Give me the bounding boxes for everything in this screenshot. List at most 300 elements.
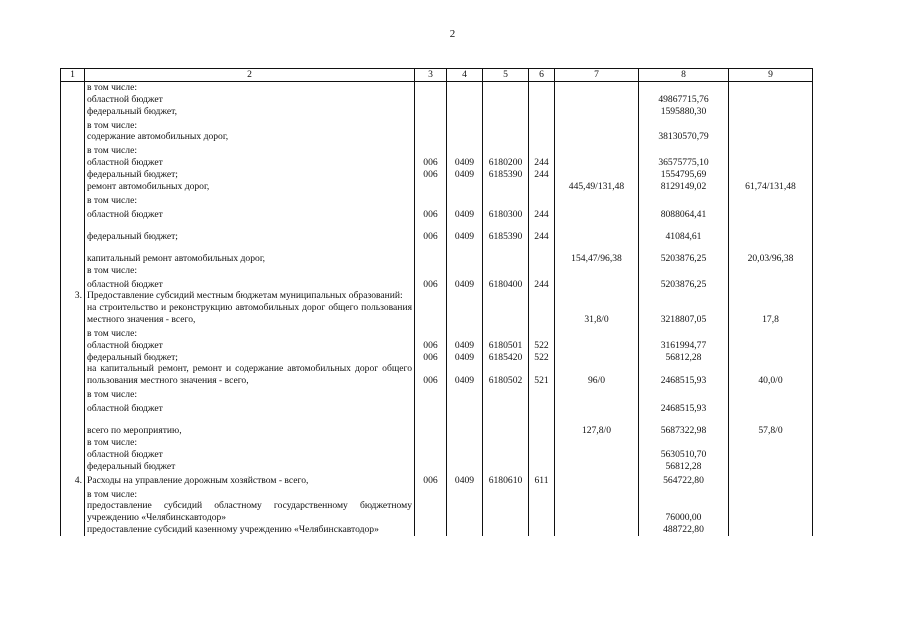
indicator-value: 154,47/96,38 <box>555 243 639 265</box>
indicator-value <box>555 326 639 340</box>
indicator-value-2 <box>729 461 813 473</box>
section-code <box>447 524 483 536</box>
ministry-code <box>415 82 447 94</box>
item-description: федеральный бюджет <box>85 461 415 473</box>
expense-type-code <box>529 82 555 94</box>
table-row <box>61 472 813 486</box>
indicator-value-2 <box>729 276 813 290</box>
amount-value: 1554795,69 <box>639 169 729 181</box>
expense-type-code <box>529 290 555 302</box>
row-number <box>61 94 85 106</box>
item-description: федеральный бюджет; <box>85 221 415 243</box>
row-number <box>61 157 85 169</box>
row-number: 3. <box>61 290 85 302</box>
section-code <box>447 265 483 277</box>
amount-value: 76000,00 <box>639 500 729 524</box>
table-row <box>61 340 813 352</box>
amount-value: 41084,61 <box>639 221 729 243</box>
expense-type-code <box>529 131 555 143</box>
amount-value: 5630510,70 <box>639 449 729 461</box>
target-article-code: 6185420 <box>483 352 529 364</box>
indicator-value-2 <box>729 387 813 401</box>
indicator-value <box>555 157 639 169</box>
column-header: 3 <box>415 69 447 82</box>
section-code <box>447 500 483 524</box>
amount-value <box>639 290 729 302</box>
indicator-value <box>555 276 639 290</box>
section-code: 0409 <box>447 157 483 169</box>
row-number <box>61 243 85 265</box>
amount-value: 3161994,77 <box>639 340 729 352</box>
indicator-value <box>555 82 639 94</box>
item-description: в том числе: <box>85 387 415 401</box>
item-description: в том числе: <box>85 326 415 340</box>
row-number <box>61 486 85 500</box>
expense-type-code <box>529 461 555 473</box>
row-number <box>61 415 85 437</box>
expense-type-code: 244 <box>529 207 555 221</box>
row-number <box>61 363 85 387</box>
expense-type-code <box>529 486 555 500</box>
item-description: капитальный ремонт автомобильных дорог, <box>85 243 415 265</box>
target-article-code <box>483 82 529 94</box>
table-row <box>61 302 813 326</box>
expense-type-code <box>529 326 555 340</box>
row-number: 4. <box>61 472 85 486</box>
ministry-code <box>415 243 447 265</box>
item-description: Предоставление субсидий местным бюджетам муниципальных образований: <box>85 290 415 302</box>
indicator-value <box>555 221 639 243</box>
table-row <box>61 117 813 131</box>
target-article-code <box>483 449 529 461</box>
row-number <box>61 461 85 473</box>
item-description: федеральный бюджет, <box>85 106 415 118</box>
amount-value <box>639 143 729 157</box>
section-code <box>447 302 483 326</box>
section-code <box>447 94 483 106</box>
page-number: 2 <box>449 28 456 40</box>
table-row <box>61 486 813 500</box>
indicator-value-2: 61,74/131,48 <box>729 181 813 193</box>
section-code: 0409 <box>447 221 483 243</box>
target-article-code <box>483 117 529 131</box>
ministry-code <box>415 387 447 401</box>
row-number <box>61 276 85 290</box>
ministry-code: 006 <box>415 352 447 364</box>
target-article-code: 6180300 <box>483 207 529 221</box>
column-header: 7 <box>555 69 639 82</box>
expense-type-code: 244 <box>529 221 555 243</box>
item-description: в том числе: <box>85 193 415 207</box>
section-code: 0409 <box>447 169 483 181</box>
item-description: в том числе: <box>85 143 415 157</box>
ministry-code <box>415 117 447 131</box>
row-number <box>61 193 85 207</box>
table-row <box>61 524 813 536</box>
ministry-code <box>415 500 447 524</box>
ministry-code <box>415 401 447 415</box>
target-article-code <box>483 94 529 106</box>
item-description: областной бюджет <box>85 340 415 352</box>
column-header: 9 <box>729 69 813 82</box>
indicator-value-2 <box>729 472 813 486</box>
indicator-value-2 <box>729 221 813 243</box>
item-description: областной бюджет <box>85 449 415 461</box>
table-row <box>61 181 813 193</box>
ministry-code: 006 <box>415 207 447 221</box>
indicator-value <box>555 449 639 461</box>
indicator-value <box>555 437 639 449</box>
section-code <box>447 106 483 118</box>
row-number <box>61 169 85 181</box>
section-code: 0409 <box>447 472 483 486</box>
amount-value: 56812,28 <box>639 461 729 473</box>
target-article-code <box>483 131 529 143</box>
column-header: 8 <box>639 69 729 82</box>
target-article-code <box>483 461 529 473</box>
amount-value: 5687322,98 <box>639 415 729 437</box>
row-number <box>61 326 85 340</box>
target-article-code <box>483 415 529 437</box>
indicator-value <box>555 117 639 131</box>
target-article-code <box>483 302 529 326</box>
indicator-value-2: 17,8 <box>729 302 813 326</box>
row-number <box>61 524 85 536</box>
item-description: на капитальный ремонт, ремонт и содержание автомобильных дорог общего пользования местного значения - всего, <box>85 363 415 387</box>
ministry-code: 006 <box>415 340 447 352</box>
indicator-value-2 <box>729 486 813 500</box>
row-number <box>61 437 85 449</box>
expense-type-code: 522 <box>529 340 555 352</box>
target-article-code <box>483 181 529 193</box>
amount-value: 1595880,30 <box>639 106 729 118</box>
table-row <box>61 94 813 106</box>
indicator-value-2: 20,03/96,38 <box>729 243 813 265</box>
indicator-value-2 <box>729 524 813 536</box>
column-header: 1 <box>61 69 85 82</box>
row-number <box>61 352 85 364</box>
section-code <box>447 461 483 473</box>
row-number <box>61 340 85 352</box>
expense-type-code <box>529 524 555 536</box>
table-row <box>61 207 813 221</box>
section-code <box>447 181 483 193</box>
indicator-value <box>555 106 639 118</box>
indicator-value-2 <box>729 143 813 157</box>
expense-type-code: 244 <box>529 276 555 290</box>
ministry-code <box>415 290 447 302</box>
indicator-value <box>555 461 639 473</box>
section-code <box>447 401 483 415</box>
item-description: в том числе: <box>85 437 415 449</box>
expense-type-code <box>529 415 555 437</box>
table-row <box>61 276 813 290</box>
section-code: 0409 <box>447 207 483 221</box>
amount-value <box>639 437 729 449</box>
section-code <box>447 437 483 449</box>
section-code: 0409 <box>447 352 483 364</box>
section-code: 0409 <box>447 276 483 290</box>
ministry-code: 006 <box>415 157 447 169</box>
indicator-value-2 <box>729 131 813 143</box>
item-description: федеральный бюджет; <box>85 169 415 181</box>
expense-type-code <box>529 500 555 524</box>
table-body <box>61 82 813 536</box>
target-article-code <box>483 486 529 500</box>
amount-value <box>639 387 729 401</box>
ministry-code <box>415 524 447 536</box>
target-article-code: 6180400 <box>483 276 529 290</box>
row-number <box>61 449 85 461</box>
row-number <box>61 82 85 94</box>
table-row <box>61 82 813 94</box>
row-number <box>61 387 85 401</box>
amount-value <box>639 265 729 277</box>
expense-type-code <box>529 143 555 157</box>
item-description: областной бюджет <box>85 157 415 169</box>
item-description: в том числе: <box>85 82 415 94</box>
table-row <box>61 437 813 449</box>
expense-type-code <box>529 94 555 106</box>
indicator-value <box>555 143 639 157</box>
section-code <box>447 82 483 94</box>
ministry-code: 006 <box>415 169 447 181</box>
row-number <box>61 500 85 524</box>
budget-table <box>60 68 813 536</box>
table-row <box>61 169 813 181</box>
indicator-value <box>555 472 639 486</box>
indicator-value: 96/0 <box>555 363 639 387</box>
section-code: 0409 <box>447 363 483 387</box>
item-description: на строительство и реконструкцию автомобильных дорог общего пользования местного значения - всего, <box>85 302 415 326</box>
expense-type-code: 522 <box>529 352 555 364</box>
section-code <box>447 387 483 401</box>
table-row <box>61 352 813 364</box>
column-header: 6 <box>529 69 555 82</box>
table-row <box>61 326 813 340</box>
amount-value: 564722,80 <box>639 472 729 486</box>
section-code <box>447 143 483 157</box>
target-article-code <box>483 524 529 536</box>
indicator-value-2 <box>729 340 813 352</box>
table-row <box>61 449 813 461</box>
indicator-value-2 <box>729 193 813 207</box>
column-header: 5 <box>483 69 529 82</box>
indicator-value <box>555 486 639 500</box>
indicator-value-2 <box>729 449 813 461</box>
ministry-code <box>415 265 447 277</box>
ministry-code <box>415 193 447 207</box>
item-description: Расходы на управление дорожным хозяйством - всего, <box>85 472 415 486</box>
ministry-code <box>415 106 447 118</box>
expense-type-code <box>529 117 555 131</box>
target-article-code <box>483 265 529 277</box>
section-code <box>447 486 483 500</box>
table-row <box>61 143 813 157</box>
indicator-value-2 <box>729 290 813 302</box>
indicator-value <box>555 290 639 302</box>
indicator-value-2 <box>729 169 813 181</box>
ministry-code: 006 <box>415 276 447 290</box>
target-article-code: 6180610 <box>483 472 529 486</box>
target-article-code <box>483 290 529 302</box>
ministry-code <box>415 131 447 143</box>
item-description: ремонт автомобильных дорог, <box>85 181 415 193</box>
ministry-code <box>415 143 447 157</box>
amount-value: 2468515,93 <box>639 401 729 415</box>
amount-value: 56812,28 <box>639 352 729 364</box>
item-description: областной бюджет <box>85 207 415 221</box>
table-row <box>61 265 813 277</box>
expense-type-code: 244 <box>529 169 555 181</box>
table-row <box>61 221 813 243</box>
ministry-code: 006 <box>415 472 447 486</box>
target-article-code <box>483 401 529 415</box>
ministry-code: 006 <box>415 363 447 387</box>
indicator-value <box>555 352 639 364</box>
item-description: областной бюджет <box>85 401 415 415</box>
column-header: 2 <box>85 69 415 82</box>
amount-value <box>639 82 729 94</box>
amount-value: 36575775,10 <box>639 157 729 169</box>
ministry-code <box>415 486 447 500</box>
expense-type-code <box>529 387 555 401</box>
amount-value: 5203876,25 <box>639 243 729 265</box>
indicator-value-2 <box>729 326 813 340</box>
indicator-value-2: 57,8/0 <box>729 415 813 437</box>
row-number <box>61 181 85 193</box>
expense-type-code <box>529 401 555 415</box>
ministry-code <box>415 461 447 473</box>
target-article-code <box>483 387 529 401</box>
amount-value <box>639 486 729 500</box>
indicator-value <box>555 131 639 143</box>
section-code <box>447 290 483 302</box>
indicator-value <box>555 265 639 277</box>
indicator-value: 445,49/131,48 <box>555 181 639 193</box>
expense-type-code <box>529 181 555 193</box>
row-number <box>61 207 85 221</box>
target-article-code <box>483 326 529 340</box>
table-row <box>61 290 813 302</box>
indicator-value-2: 40,0/0 <box>729 363 813 387</box>
ministry-code: 006 <box>415 221 447 243</box>
amount-value: 8129149,02 <box>639 181 729 193</box>
indicator-value-2 <box>729 207 813 221</box>
table-row <box>61 243 813 265</box>
row-number <box>61 401 85 415</box>
expense-type-code <box>529 449 555 461</box>
indicator-value <box>555 387 639 401</box>
target-article-code <box>483 106 529 118</box>
table-row <box>61 461 813 473</box>
table-row <box>61 387 813 401</box>
table-row <box>61 401 813 415</box>
section-code <box>447 117 483 131</box>
item-description: всего по мероприятию, <box>85 415 415 437</box>
indicator-value-2 <box>729 401 813 415</box>
amount-value <box>639 193 729 207</box>
amount-value <box>639 326 729 340</box>
indicator-value <box>555 524 639 536</box>
indicator-value: 31,8/0 <box>555 302 639 326</box>
table-row <box>61 106 813 118</box>
item-description: в том числе: <box>85 265 415 277</box>
indicator-value <box>555 500 639 524</box>
indicator-value-2 <box>729 500 813 524</box>
amount-value: 38130570,79 <box>639 131 729 143</box>
expense-type-code <box>529 437 555 449</box>
target-article-code: 6185390 <box>483 221 529 243</box>
item-description: в том числе: <box>85 117 415 131</box>
indicator-value <box>555 340 639 352</box>
indicator-value-2 <box>729 117 813 131</box>
amount-value: 49867715,76 <box>639 94 729 106</box>
item-description: предоставление субсидий казенному учреждению «Челябинскавтодор» <box>85 524 415 536</box>
indicator-value <box>555 169 639 181</box>
target-article-code <box>483 193 529 207</box>
indicator-value: 127,8/0 <box>555 415 639 437</box>
ministry-code <box>415 326 447 340</box>
table-row <box>61 157 813 169</box>
item-description: федеральный бюджет; <box>85 352 415 364</box>
indicator-value <box>555 193 639 207</box>
indicator-value <box>555 94 639 106</box>
section-code <box>447 449 483 461</box>
indicator-value-2 <box>729 157 813 169</box>
expense-type-code: 521 <box>529 363 555 387</box>
table-row <box>61 500 813 524</box>
ministry-code <box>415 437 447 449</box>
item-description: областной бюджет <box>85 94 415 106</box>
amount-value: 8088064,41 <box>639 207 729 221</box>
row-number <box>61 221 85 243</box>
target-article-code: 6185390 <box>483 169 529 181</box>
table-row <box>61 415 813 437</box>
row-number <box>61 143 85 157</box>
expense-type-code: 244 <box>529 157 555 169</box>
indicator-value-2 <box>729 437 813 449</box>
table-row <box>61 193 813 207</box>
table-row <box>61 131 813 143</box>
item-description: областной бюджет <box>85 276 415 290</box>
section-code <box>447 243 483 265</box>
amount-value: 3218807,05 <box>639 302 729 326</box>
ministry-code <box>415 302 447 326</box>
expense-type-code <box>529 243 555 265</box>
row-number <box>61 302 85 326</box>
section-code <box>447 326 483 340</box>
indicator-value-2 <box>729 352 813 364</box>
section-code <box>447 131 483 143</box>
indicator-value-2 <box>729 94 813 106</box>
expense-type-code <box>529 106 555 118</box>
target-article-code: 6180200 <box>483 157 529 169</box>
indicator-value <box>555 207 639 221</box>
row-number <box>61 265 85 277</box>
amount-value: 2468515,93 <box>639 363 729 387</box>
table-header-row <box>61 69 813 82</box>
indicator-value-2 <box>729 265 813 277</box>
amount-value: 5203876,25 <box>639 276 729 290</box>
section-code <box>447 415 483 437</box>
indicator-value-2 <box>729 82 813 94</box>
amount-value: 488722,80 <box>639 524 729 536</box>
item-description: предоставление субсидий областному государственному бюджетному учреждению «Челябинскавтодор» <box>85 500 415 524</box>
item-description: в том числе: <box>85 486 415 500</box>
section-code: 0409 <box>447 340 483 352</box>
section-code <box>447 193 483 207</box>
